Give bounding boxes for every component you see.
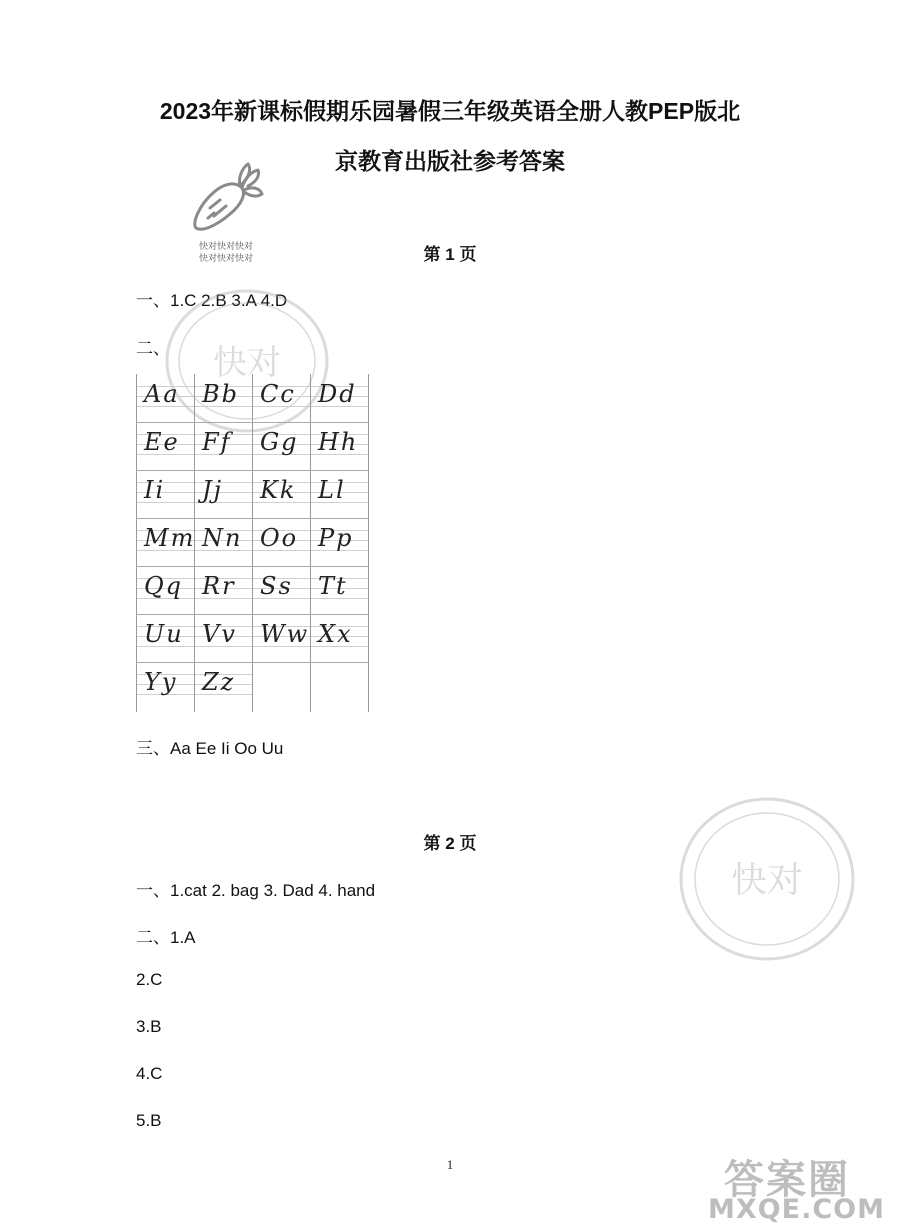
alphabet-letter-pair: Yy	[144, 668, 178, 696]
stamp-1-text: 快对	[213, 343, 281, 383]
alphabet-letter-pair: Rr	[202, 572, 236, 600]
alphabet-letter-pair: Tt	[318, 572, 348, 600]
alphabet-cell	[252, 614, 310, 662]
alphabet-cell	[136, 566, 194, 614]
alphabet-letter-pair: Xx	[318, 620, 353, 648]
alphabet-cell	[136, 662, 194, 710]
alphabet-letter-pair: Kk	[260, 476, 297, 504]
alphabet-cell	[194, 470, 252, 518]
alphabet-letter-pair: Gg	[260, 428, 299, 456]
alphabet-cell	[194, 662, 252, 710]
alphabet-letter-pair: Jj	[202, 476, 224, 504]
alphabet-cell	[194, 566, 252, 614]
alphabet-letter-pair: Ss	[260, 572, 293, 600]
alphabet-letter-pair: Nn	[202, 524, 243, 552]
grid-row-line	[136, 422, 368, 423]
alphabet-letter-pair: Qq	[144, 572, 184, 600]
carrot-icon	[186, 158, 266, 238]
alphabet-cell	[310, 470, 368, 518]
page-1-question-3: 三、Aa Ee Ii Oo Uu	[136, 739, 284, 758]
alphabet-cell	[310, 374, 368, 422]
alphabet-letter-pair: Hh	[318, 428, 359, 456]
alphabet-cell	[310, 566, 368, 614]
alphabet-cell	[136, 374, 194, 422]
alphabet-cell	[194, 422, 252, 470]
alphabet-letter-pair: Bb	[202, 380, 239, 408]
alphabet-cell	[252, 374, 310, 422]
site-watermark	[704, 1148, 894, 1228]
page-2-answer-5: 5.B	[136, 1111, 162, 1130]
grid-row-line	[136, 566, 368, 567]
alphabet-cell	[136, 614, 194, 662]
alphabet-cell	[310, 614, 368, 662]
alphabet-letter-pair: Oo	[260, 524, 299, 552]
grid-row-line	[136, 614, 368, 615]
alphabet-letter-pair: Ii	[144, 476, 166, 504]
page-1-question-1: 一、1.C 2.B 3.A 4.D	[136, 291, 288, 310]
page-1-heading: 第 1 页	[423, 245, 477, 264]
grid-column-line	[368, 374, 369, 712]
alphabet-letter-pair: Ww	[260, 620, 310, 648]
alphabet-cell	[194, 614, 252, 662]
alphabet-cell	[136, 422, 194, 470]
grid-row-line	[136, 518, 368, 519]
watermark-bottom-text: MXQE.COM	[708, 1194, 885, 1225]
alphabet-letter-pair: Ff	[202, 428, 232, 456]
page-2-answer-3: 3.B	[136, 1017, 162, 1036]
alphabet-letter-pair: Dd	[318, 380, 357, 408]
page-2-question-2-first: 二、1.A	[136, 928, 196, 947]
page-2-answer-4: 4.C	[136, 1064, 163, 1083]
page-2-heading: 第 2 页	[423, 834, 477, 853]
alphabet-letter-pair: Ee	[144, 428, 180, 456]
alphabet-cell	[136, 518, 194, 566]
alphabet-cell	[252, 566, 310, 614]
grid-row-line	[136, 470, 368, 471]
alphabet-grid	[136, 374, 368, 712]
logo-text-line-1: 快对快对快对	[198, 242, 253, 252]
watermark-top-text: 答案圈	[724, 1157, 850, 1203]
alphabet-letter-pair: Ll	[318, 476, 346, 504]
grid-row-line	[136, 662, 368, 663]
alphabet-cell	[194, 518, 252, 566]
document-title-line-2: 京教育出版社参考答案	[335, 148, 565, 174]
page-number: 1	[446, 1157, 454, 1172]
page-2-question-1: 一、1.cat 2. bag 3. Dad 4. hand	[136, 881, 376, 900]
kuaidui-stamp-2	[676, 794, 858, 964]
alphabet-letter-pair: Mm	[144, 524, 196, 552]
alphabet-letter-pair: Aa	[144, 380, 180, 408]
alphabet-letter-pair: Pp	[318, 524, 354, 552]
alphabet-cell	[310, 422, 368, 470]
alphabet-cell	[252, 518, 310, 566]
alphabet-letter-pair: Uu	[144, 620, 184, 648]
page-1-question-2-label: 二、	[136, 339, 170, 358]
page-2-answer-2: 2.C	[136, 970, 163, 989]
alphabet-cell	[136, 470, 194, 518]
alphabet-letter-pair: Vv	[202, 620, 237, 648]
document-title-line-1: 2023年新课标假期乐园暑假三年级英语全册人教PEP版北	[159, 98, 741, 124]
stamp-2-text: 快对	[730, 860, 804, 901]
alphabet-letter-pair: Cc	[260, 380, 296, 408]
alphabet-cell	[310, 518, 368, 566]
alphabet-cell	[252, 422, 310, 470]
alphabet-cell	[252, 470, 310, 518]
alphabet-cell	[194, 374, 252, 422]
alphabet-letter-pair: Zz	[202, 668, 236, 696]
logo-text-line-2: 快对快对快对	[198, 254, 253, 264]
